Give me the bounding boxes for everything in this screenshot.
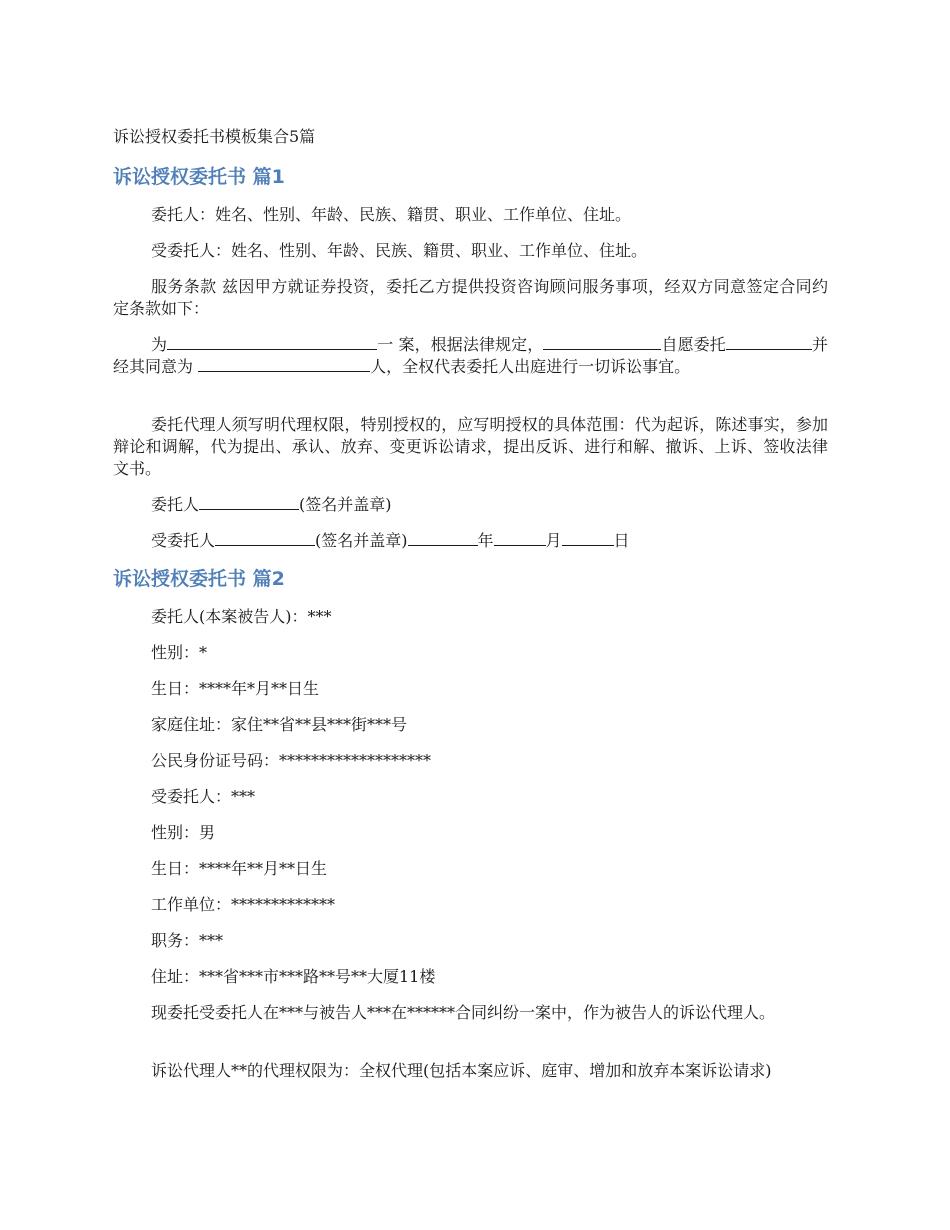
signature-line-principal [113,494,828,516]
info-line: 受委托人：*** [151,787,256,806]
case-mid-2: 自愿委托 [661,335,726,354]
signature-line-agent [113,530,828,552]
paragraph-authority-scope: 委托代理人须写明代理权限，特别授权的，应写明授权的具体范围：代为起诉，陈述事实，参加辩论和调解，代为提出、承认、放弃、变更诉讼请求，提出反诉、进行和解、撤诉、上诉、签收法律文书。 [113,415,828,478]
case-mid-3: 并经其同意为 [113,335,828,376]
date-day-blank [562,530,614,546]
signature-principal-label: 委托人 [151,495,200,514]
document-title: 诉讼授权委托书模板集合5篇 [113,127,316,146]
paragraph-service-terms: 服务条款 兹因甲方就证券投资，委托乙方提供投资咨询顾问服务事项，经双方同意签定合同约定条款如下： [113,277,828,318]
paragraph-principal: 委托人：姓名、性别、年龄、民族、籍贯、职业、工作单位、住址。 [151,205,632,224]
case-name-blank [167,334,377,350]
case-mid-1: 一 案，根据法律规定， [377,335,544,354]
info-line: 性别：男 [151,823,216,842]
info-line: 生日：****年*月**日生 [151,679,320,698]
info-line: 公民身份证号码：******************* [151,751,432,770]
date-year-label: 年 [477,531,494,550]
info-line: 委托人(本案被告人)：*** [151,607,332,626]
info-line: 住址：***省***市***路**号**大厦11楼 [151,967,436,986]
paragraph-agent-authority: 诉讼代理人**的代理权限为：全权代理(包括本案应诉、庭审、增加和放弃本案诉讼请求) [151,1061,772,1080]
info-line: 职务：*** [151,931,224,950]
signature-agent-label: 受委托人 [151,531,216,550]
paragraph-agent: 受委托人：姓名、性别、年龄、民族、籍贯、职业、工作单位、住址。 [151,241,648,260]
date-day-label: 日 [613,531,630,550]
role-blank [198,356,370,372]
date-year-blank [408,530,478,546]
signature-agent-blank [215,530,315,546]
principal-name-blank [543,334,661,350]
agent-name-blank [726,334,812,350]
signature-principal-blank [199,494,299,510]
case-suffix: 人，全权代表委托人出庭进行一切诉讼事宜。 [370,357,691,376]
date-month-blank [494,530,546,546]
info-line: 家庭住址：家住**省**县***街***号 [151,715,408,734]
info-line: 生日：****年**月**日生 [151,859,328,878]
paragraph-commission: 现委托受委托人在***与被告人***在******合同纠纷一案中，作为被告人的诉讼代理人。 [151,1003,776,1022]
paragraph-case [113,334,828,378]
section-heading-2: 诉讼授权委托书 篇2 [113,568,285,590]
signature-principal-note: (签名并盖章) [299,495,392,514]
date-month-label: 月 [545,531,562,550]
info-line: 工作单位：************* [151,895,336,914]
section-heading-1: 诉讼授权委托书 篇1 [113,166,285,188]
case-prefix: 为 [151,335,168,354]
signature-agent-note: (签名并盖章) [315,531,408,550]
info-line: 性别：* [151,643,208,662]
